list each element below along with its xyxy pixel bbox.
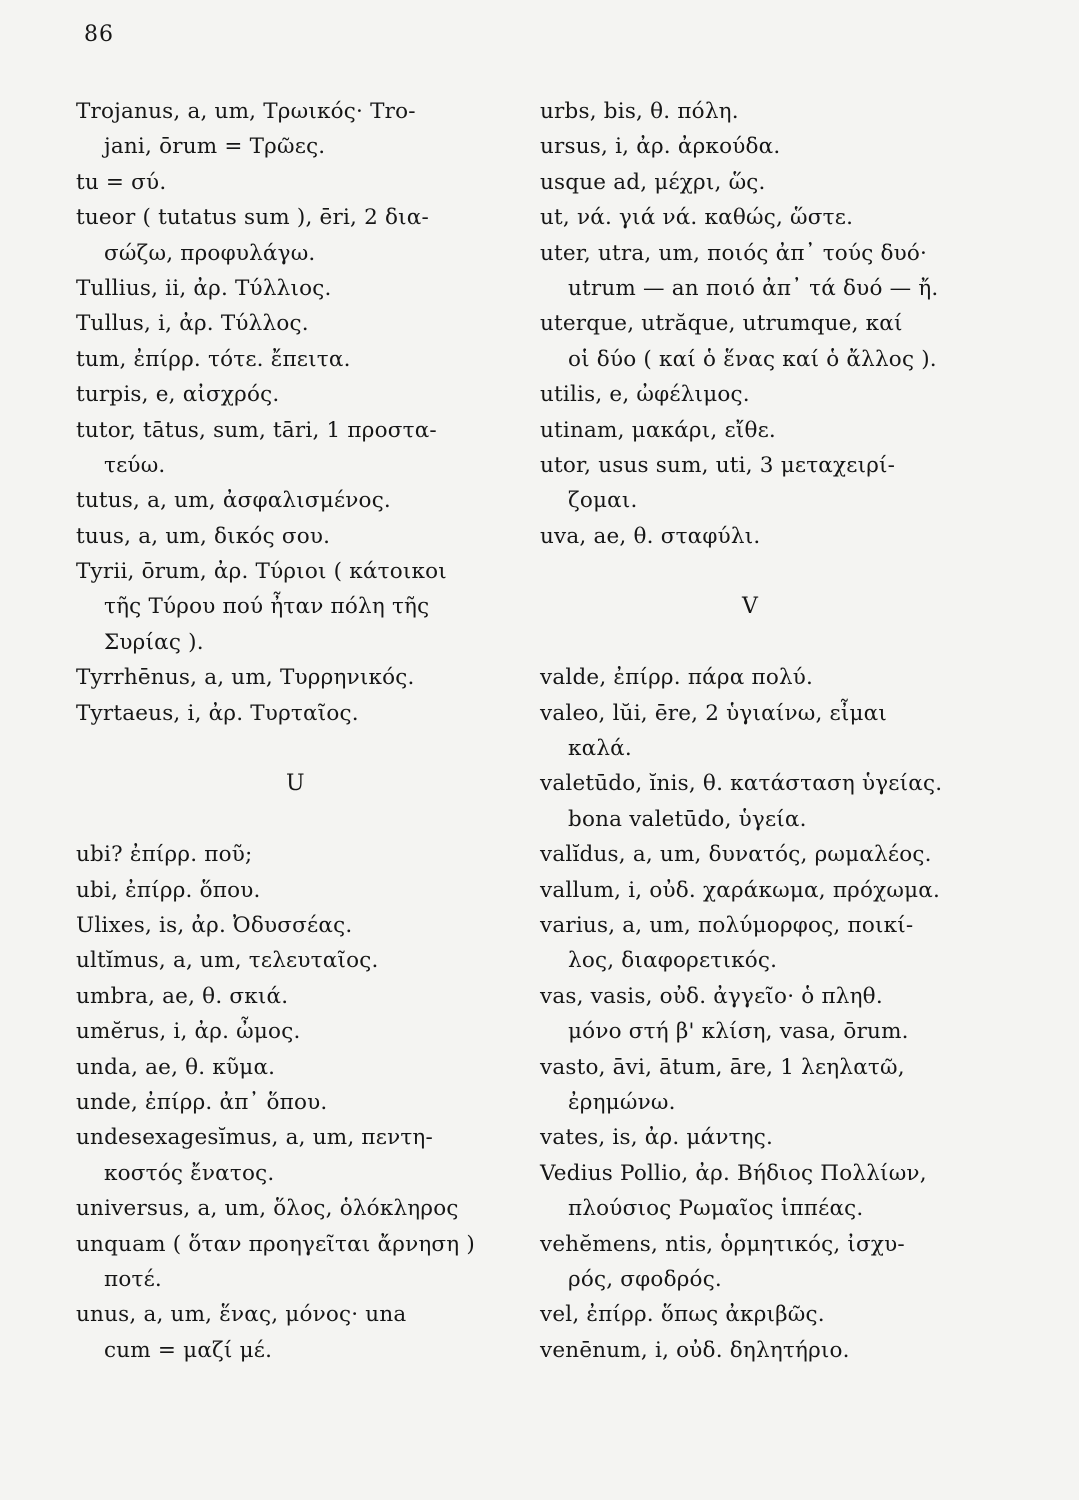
entry-continuation: Συρίας ). [104,629,204,655]
dictionary-entry: umbra, ae, θ. σκιά. [76,983,289,1009]
dictionary-entry: ut, νά. γιά νά. καθώς, ὥστε. [540,205,854,231]
dictionary-entry: umĕrus, i, ἀρ. ὦμος. [76,1019,301,1045]
dictionary-entry: utor, usus sum, uti, 3 μεταχειρί- [540,452,896,478]
blank-line [76,731,536,766]
dictionary-entry: vehĕmens, ntis, ὁρμητικός, ἰσχυ- [540,1231,905,1257]
dictionary-entry: turpis, e, αἰσχρός. [76,382,280,408]
dictionary-entry: Tullus, i, ἀρ. Τύλλος. [76,311,309,337]
dictionary-entry: vel, ἐπίρρ. ὅπως ἀκριβῶς. [540,1302,825,1328]
entry-continuation: λος, διαφορετικός. [568,948,778,974]
blank-line [76,802,536,837]
entry-continuation: ἐρημώνω. [568,1089,676,1115]
dictionary-entry: Tyrrhēnus, a, um, Τυρρηνικός. [76,665,415,691]
dictionary-entry: vasto, āvi, ātum, āre, 1 λεηλατῶ, [540,1054,905,1080]
entry-continuation: σώζω, προφυλάγω. [104,240,316,266]
dictionary-entry: unda, ae, θ. κῦμα. [76,1054,276,1080]
dictionary-entry: Vedius Pollio, ἀρ. Βήδιος Πολλίων, [540,1160,927,1186]
dictionary-entry: tum, ἐπίρρ. τότε. ἔπειτα. [76,346,351,372]
dictionary-entry: uterque, utrăque, utrumque, καί [540,311,903,337]
dictionary-entry: utinam, μακάρι, εἴθε. [540,417,776,443]
entry-continuation: οἱ δύο ( καί ὁ ἕνας καί ὁ ἄλλος ). [568,346,937,372]
entry-continuation: jani, ōrum = Τρῶες. [104,134,326,160]
dictionary-entry: ursus, i, ἀρ. ἀρκούδα. [540,134,781,160]
dictionary-entry: usque ad, μέχρι, ὥς. [540,169,766,195]
dictionary-entry: tutus, a, um, ἀσφαλισμένος. [76,488,391,514]
entry-continuation: ρός, σφοδρός. [568,1266,722,1292]
dictionary-entry: tueor ( tutatus sum ), ēri, 2 δια- [76,205,429,231]
right-column [540,94,1010,1368]
dictionary-entry: unquam ( ὅταν προηγεῖται ἄρνηση ) [76,1231,476,1257]
dictionary-entry: tu = σύ. [76,169,167,195]
blank-line [540,554,1010,589]
dictionary-entry: utilis, e, ὠφέλιμος. [540,382,750,408]
dictionary-entry: Tyrtaeus, i, ἀρ. Τυρταῖος. [76,700,359,726]
dictionary-entry: varius, a, um, πολύμορφος, ποικί- [540,912,914,938]
entry-continuation: κοστός ἔνατος. [104,1160,275,1186]
dictionary-entry: uter, utra, um, ποιός ἀπ᾿ τούς δυό· [540,240,928,266]
entry-continuation: τεύω. [104,452,166,478]
dictionary-entry: ubi, ἐπίρρ. ὅπου. [76,877,261,903]
dictionary-entry: Tullius, ii, ἀρ. Τύλλιος. [76,275,332,301]
dictionary-entry: unde, ἐπίρρ. ἀπ᾿ ὅπου. [76,1089,328,1115]
dictionary-entry: vas, vasis, οὐδ. ἀγγεῖο· ὁ πληθ. [540,983,883,1009]
dictionary-entry: tutor, tātus, sum, tāri, 1 προστα- [76,417,437,443]
dictionary-entry: tuus, a, um, δικός σου. [76,523,331,549]
entry-continuation: cum = μαζί μέ. [104,1337,273,1363]
blank-line [540,625,1010,660]
dictionary-entry: vates, is, ἀρ. μάντης. [540,1125,774,1151]
entry-continuation: πλούσιος Ρωμαῖος ἱππέας. [568,1196,864,1222]
page-number: 86 [84,22,114,47]
dictionary-entry: unus, a, um, ἕνας, μόνος· una [76,1302,407,1328]
dictionary-entry: Ulixes, is, ἀρ. Ὀδυσσέας. [76,912,353,938]
dictionary-entry: uva, ae, θ. σταφύλι. [540,523,761,549]
entry-continuation: utrum — an ποιό ἀπ᾿ τά δυό — ἤ. [568,275,939,301]
dictionary-entry: Tyrii, ōrum, ἀρ. Τύριοι ( κάτοικοι [76,559,447,585]
entry-continuation: ποτέ. [104,1266,162,1292]
dictionary-entry: undesexagesĭmus, a, um, πεντη- [76,1125,433,1151]
dictionary-entry: valetūdo, ĭnis, θ. κατάσταση ὑγείας. [540,771,943,797]
dictionary-entry: ultĭmus, a, um, τελευταῖος. [76,948,379,974]
dictionary-entry: vallum, i, οὐδ. χαράκωμα, πρόχωμα. [540,877,941,903]
dictionary-entry: venēnum, i, οὐδ. δηλητήριο. [540,1337,850,1363]
dictionary-entry: universus, a, um, ὅλος, ὁλόκληρος [76,1196,459,1222]
dictionary-entry: urbs, bis, θ. πόλη. [540,99,739,124]
entry-continuation: ζομαι. [568,488,638,514]
dictionary-entry: valĭdus, a, um, δυνατός, ρωμαλέος. [540,842,932,868]
entry-continuation: bona valetūdo, ὑγεία. [568,806,807,832]
entry-continuation: μόνο στή β' κλίση, vasa, ōrum. [568,1019,909,1045]
dictionary-entry: valeo, lŭi, ēre, 2 ὑγιαίνω, εἶμαι [540,700,888,726]
dictionary-entry: ubi? ἐπίρρ. ποῦ; [76,842,253,868]
section-heading: U [286,771,305,797]
left-column [76,94,536,1368]
dictionary-entry: valde, ἐπίρρ. πάρα πολύ. [540,665,814,691]
dictionary-entry: Trojanus, a, um, Τρωικός· Tro- [76,99,416,124]
entry-continuation: καλά. [568,736,632,762]
entry-continuation: τῆς Τύρου πού ἦταν πόλη τῆς [104,594,430,620]
section-heading: V [742,594,759,620]
